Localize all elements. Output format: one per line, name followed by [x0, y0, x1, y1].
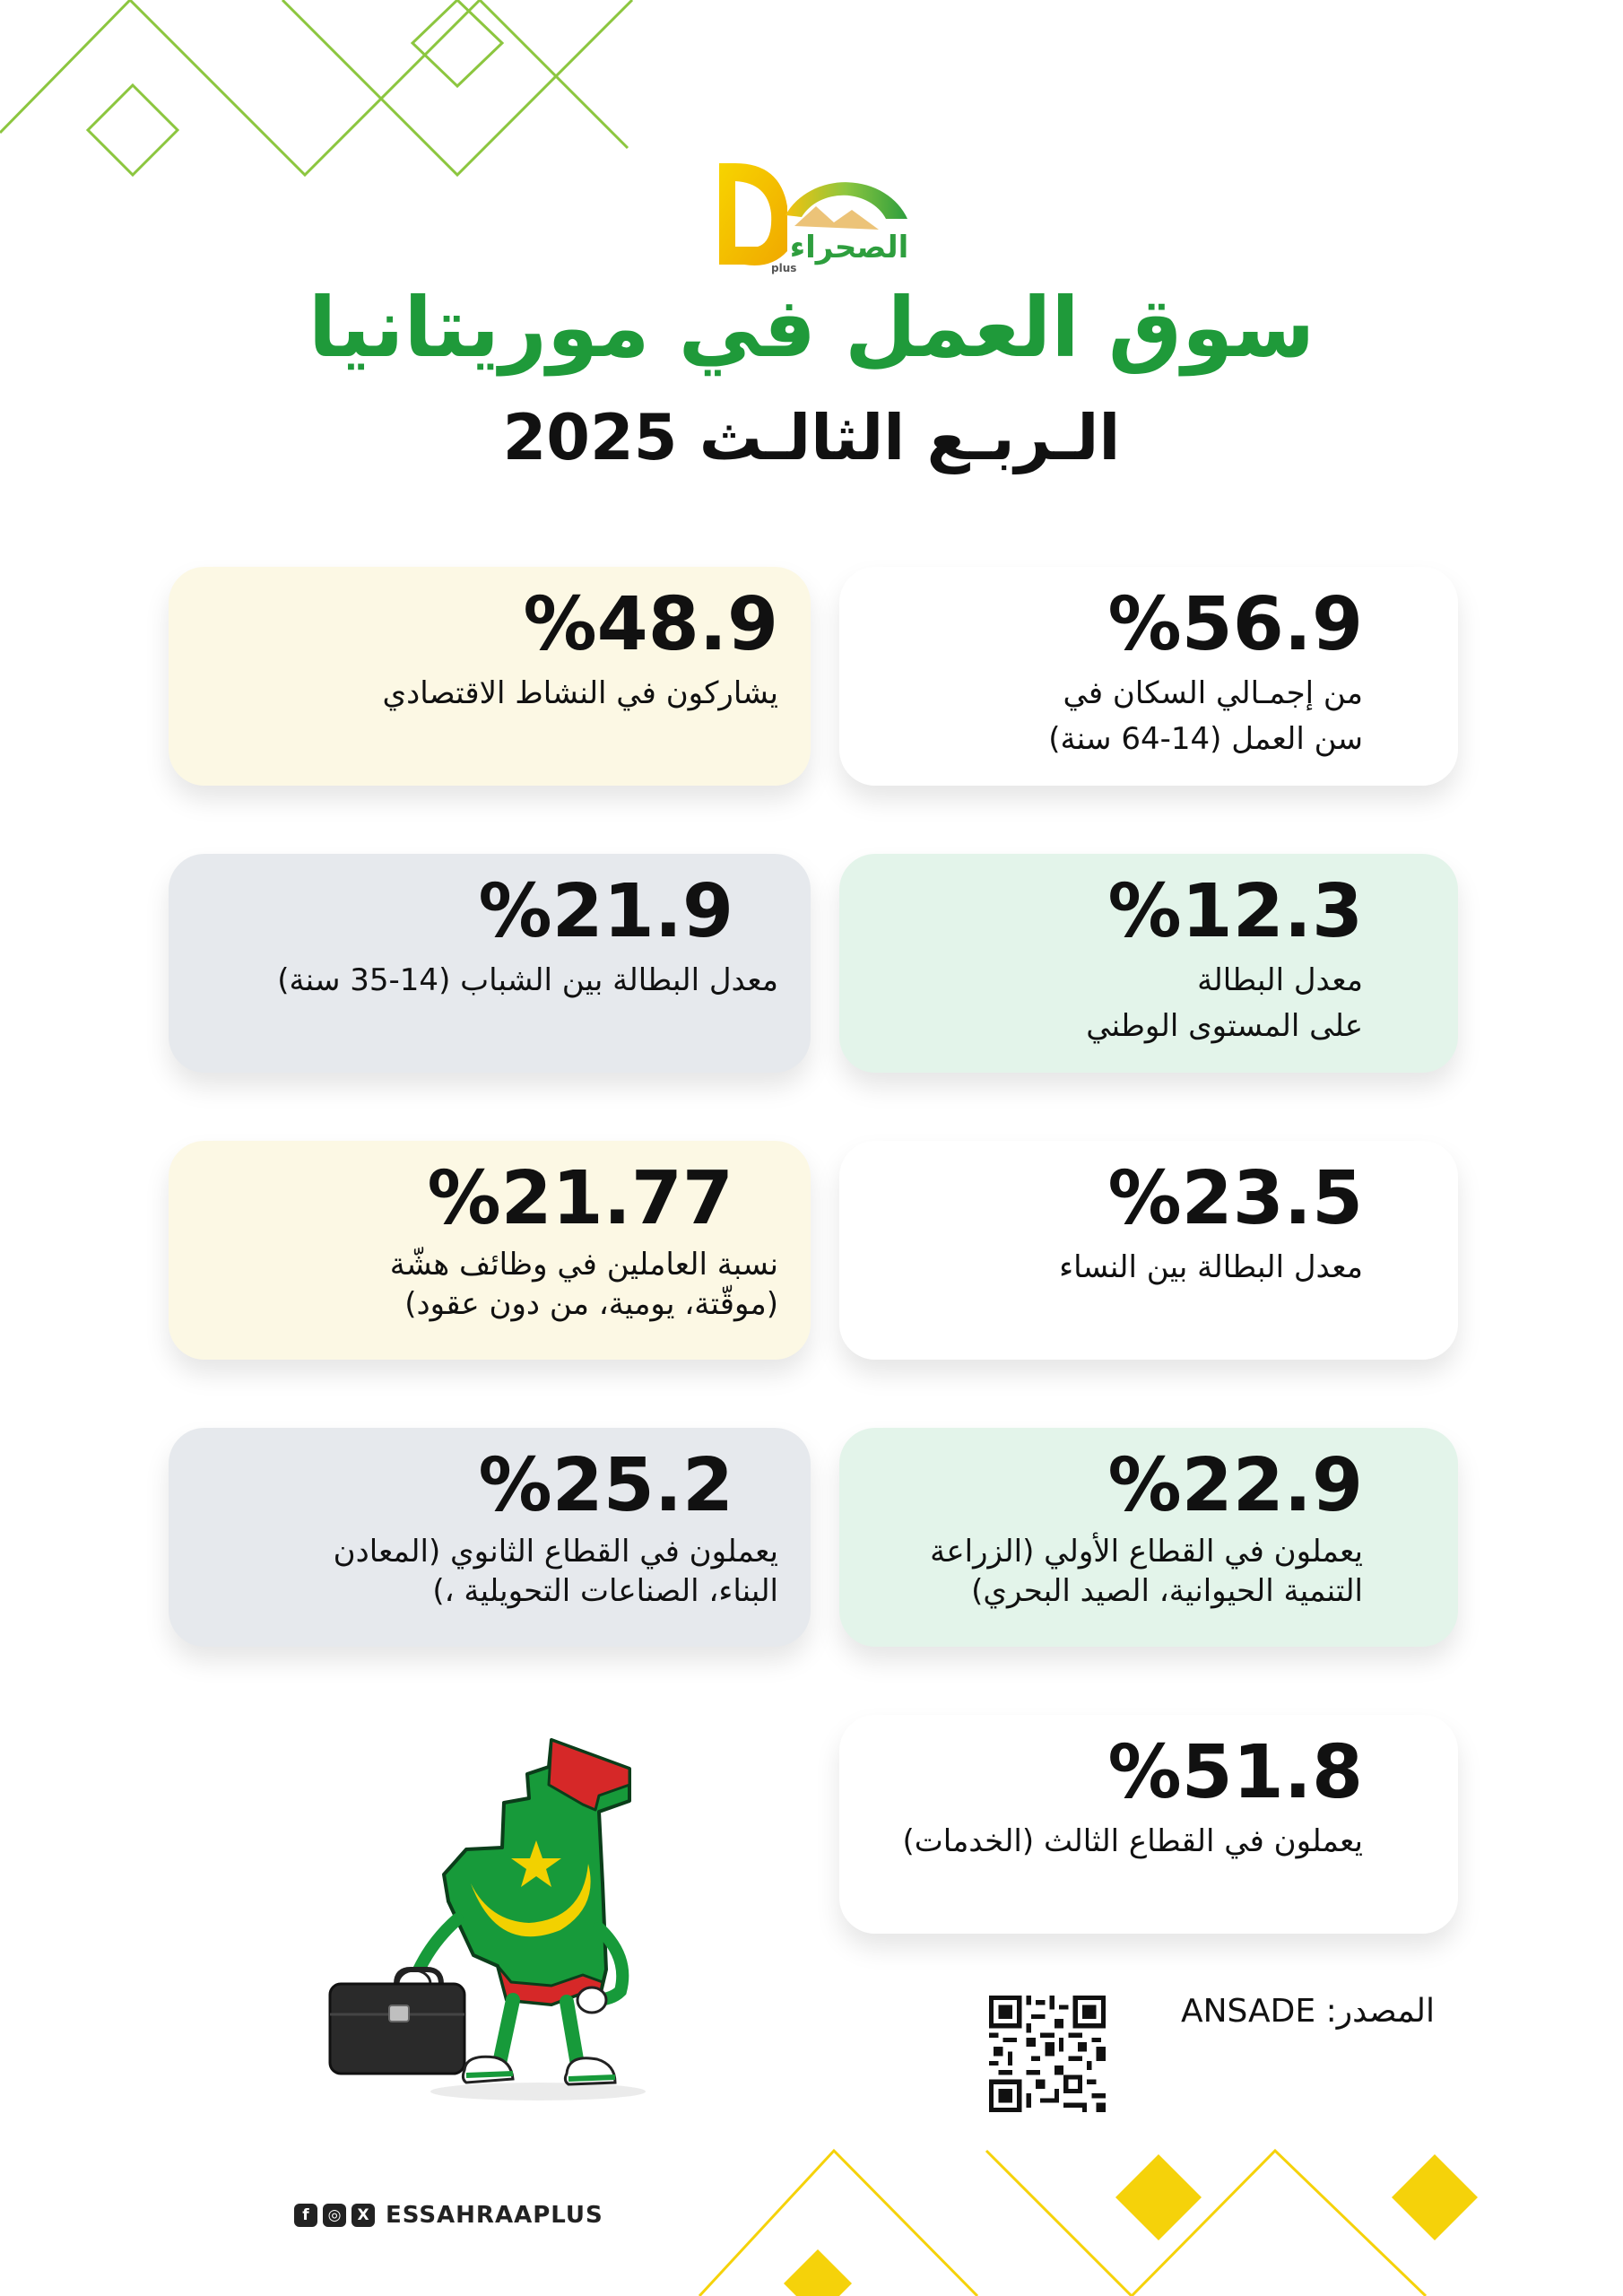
stat-value: %48.9	[523, 582, 778, 667]
stat-desc-line: يعملون في القطاع الثالث (الخدمات)	[902, 1823, 1363, 1860]
stat-desc	[875, 671, 1363, 762]
stat-desc	[875, 1245, 1363, 1291]
stat-desc	[875, 1532, 1363, 1611]
stat-value: %25.2	[478, 1443, 733, 1528]
stat-desc-line: على المستوى الوطني	[1086, 1008, 1363, 1045]
stat-desc-line: معدل البطالة	[1197, 962, 1363, 999]
stat-value: %51.8	[1107, 1730, 1363, 1815]
stat-card-national-unemployment	[839, 854, 1458, 1073]
x-icon[interactable]: X	[352, 2204, 375, 2227]
qr-code[interactable]	[989, 1996, 1106, 2112]
stat-desc-line: معدل البطالة بين الشباب (14-35 سنة)	[277, 962, 778, 999]
stat-desc-line: (موقّتة، يومية، من دون عقود)	[404, 1286, 778, 1323]
stat-desc-line: سن العمل (14-64 سنة)	[1048, 721, 1363, 758]
logo-text: الصحراء	[789, 230, 909, 265]
social-links	[294, 2199, 603, 2231]
page-subtitle: الـربـع الثالـث 2025	[502, 401, 1121, 474]
stat-value: %56.9	[1107, 582, 1363, 667]
stat-desc	[875, 958, 1363, 1049]
stat-card-youth-unemployment	[169, 854, 811, 1073]
stat-value: %23.5	[1107, 1156, 1363, 1241]
facebook-icon[interactable]: f	[294, 2204, 317, 2227]
stat-desc	[204, 1532, 778, 1611]
brand-logo	[708, 152, 915, 287]
stat-card-women-unemployment	[839, 1141, 1458, 1360]
stat-value: %21.9	[478, 869, 733, 954]
instagram-icon[interactable]: ◎	[323, 2204, 346, 2227]
stat-desc-line: معدل البطالة بين النساء	[1059, 1249, 1363, 1286]
stat-card-secondary-sector	[169, 1428, 811, 1647]
stat-desc-line: التنمية الحيوانية، الصيد البحري)	[971, 1573, 1363, 1610]
stat-desc-line: نسبة العاملين في وظائف هشّة	[389, 1247, 778, 1283]
stat-value: %12.3	[1107, 869, 1363, 954]
stat-value: %22.9	[1107, 1443, 1363, 1528]
stat-card-primary-sector	[839, 1428, 1458, 1647]
stat-desc	[204, 958, 778, 1004]
stat-desc-line: يعملون في القطاع الأولي (الزراعة	[930, 1534, 1363, 1570]
stat-card-participation	[169, 567, 811, 786]
stat-desc	[875, 1819, 1363, 1865]
stat-desc-line: يشاركون في النشاط الاقتصادي	[382, 675, 778, 712]
page-title: سوق العمل في موريتانيا	[308, 280, 1315, 376]
stat-card-precarious-jobs	[169, 1141, 811, 1360]
stat-card-tertiary-sector	[839, 1715, 1458, 1934]
stat-value: %21.77	[427, 1156, 733, 1241]
stat-desc-line: يعملون في القطاع الثانوي (المعادن	[333, 1534, 778, 1570]
logo-sub: plus	[771, 262, 797, 274]
stat-card-working-age	[839, 567, 1458, 786]
social-handle[interactable]: ESSAHRAAPLUS	[386, 2202, 603, 2229]
stat-desc	[204, 671, 778, 717]
source-label: المصدر: ANSADE	[1180, 1993, 1435, 2030]
stat-desc-line: من إجمـالي السكان في	[1063, 675, 1363, 712]
stat-desc	[204, 1245, 778, 1324]
mauritania-mascot-illustration	[314, 1731, 664, 2126]
stat-desc-line: البناء، الصناعات التحويلية ،)	[432, 1573, 778, 1610]
